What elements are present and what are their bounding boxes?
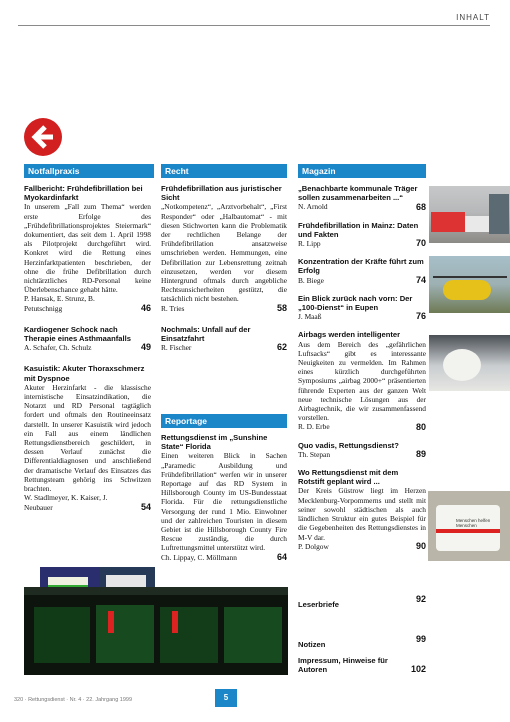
photo-airbag bbox=[429, 335, 510, 391]
back-arrow-icon[interactable] bbox=[24, 118, 62, 156]
column-reportage bbox=[161, 433, 287, 562]
article-body: Der Kreis Güstrow liegt im Herzen Mecklenburg-Vorpommerns und stellt mit seiner sowohl städtischen als auch ländlichen Struktur ein gutes Beispiel für die Gegebenheiten des Rettungsdienstes in M-V dar. bbox=[298, 486, 426, 542]
article-authors: A. Schafer, Ch. Schulz bbox=[24, 343, 92, 353]
article-entry[interactable] bbox=[298, 468, 426, 551]
article-entry[interactable] bbox=[24, 325, 151, 353]
page-number: 92 bbox=[415, 594, 426, 604]
article-entry[interactable] bbox=[298, 184, 426, 212]
column-recht bbox=[161, 184, 287, 352]
article-authors: Th. Stepan bbox=[298, 449, 331, 459]
section-reportage: Reportage bbox=[161, 414, 287, 428]
article-authors: B. Biege bbox=[298, 275, 324, 285]
page-number: 89 bbox=[415, 449, 426, 460]
article-title: Wo Rettungsdienst mit dem Rotstift geplant wird ... bbox=[298, 468, 399, 487]
page-number: 68 bbox=[415, 201, 426, 212]
page-number: 64 bbox=[276, 551, 287, 562]
article-authors: P. Hansak, E. Strunz, B. Petutschnigg bbox=[24, 294, 95, 313]
article-body: „Notkompetenz“, „Arztvorbehalt“, „First Responder“ oder „Halbautomat“ - mit diesen Stichworten kann die Problematik der rechtlichen Belange der Frühdefibrillation ansatzweise umschrieben werden. Hemmungen, eine Defibrillation zur Lebensrettung zeitnah einzusetzen, werden vor diesem Hintergrund oftmals durch angebliche Rechtsunsicherheiten gestützt, die tatsächlich nicht bestehen. bbox=[161, 202, 287, 304]
page-number: 99 bbox=[415, 634, 426, 644]
article-body: Akuter Herzinfarkt - die klassische internistische Einsatzindikation, die Notarzt und RD Personal tagtäglich fordert und oftmals den Routineeinsatz darstellt. In unserer Kasuistik wird jedoch ein Fall aus einem ländlichen Rettungsdienstbereich geschildert, in dessen Verlauf zunächst die Differentialdiagnosen und anschließend der dramatische Verlauf des Einsatzes das Rettungsteam gehörig ins Schwitzen brachten. bbox=[24, 382, 151, 494]
article-authors: N. Arnold bbox=[298, 202, 328, 212]
photo-helicopter bbox=[429, 256, 510, 313]
article-authors: R. Fischer bbox=[161, 343, 192, 353]
article-entry[interactable] bbox=[161, 184, 287, 313]
footer-text: 320 · Rettungsdienst · Nr. 4 · 22. Jahrgang 1999 bbox=[14, 697, 133, 703]
article-authors: W. Stadlmeyer, K. Kaiser, J. Neubauer bbox=[24, 493, 108, 512]
column-magazin bbox=[298, 184, 426, 551]
page-number-box: 5 bbox=[215, 689, 237, 707]
page-number: 70 bbox=[415, 238, 426, 249]
photo-vehicles bbox=[429, 186, 510, 243]
article-title: Konzentration der Kräfte führt zum Erfolg bbox=[298, 257, 424, 276]
article-entry[interactable] bbox=[298, 594, 426, 609]
page-title: INHALT bbox=[456, 13, 490, 22]
page-number: 76 bbox=[415, 311, 426, 322]
header-rule bbox=[18, 25, 490, 26]
article-authors: R. Tries bbox=[161, 303, 185, 313]
article-title: „Benachbarte kommunale Träger sollen zusammenarbeiten ...“ bbox=[298, 184, 418, 203]
page-number: 49 bbox=[140, 342, 151, 353]
article-title: Rettungsdienst im „Sunshine State“ Florida bbox=[161, 433, 268, 452]
article-authors: Ch. Lippay, C. Möllmann bbox=[161, 552, 237, 562]
page-number: 62 bbox=[276, 342, 287, 353]
article-body: Aus dem Bereich des „gefährlichen Luftsacks“ gibt es interessante Neuigkeiten zu vermelden. Im Rahmen eines kürzlich durchgeführten Symposiums „airbag 2000+“ präsentierten führende Experten aus der ganzen Welt neue technische Lösungen aus der Airbagtechnik, die wir zusammenfassend vorstellen. bbox=[298, 339, 426, 423]
article-entry[interactable] bbox=[298, 634, 426, 649]
article-title: Fallbericht: Frühdefibrillation bei Myokardinfarkt bbox=[24, 184, 143, 203]
article-authors: R. D. Erbe bbox=[298, 422, 330, 432]
article-title: Impressum, Hinweise für Autoren bbox=[298, 656, 388, 675]
column-notfallpraxis bbox=[24, 184, 151, 512]
article-title: Leserbriefe bbox=[298, 600, 339, 609]
article-title: Kardiogener Schock nach Therapie eines Asthmaanfalls bbox=[24, 324, 131, 344]
article-body: In unserem „Fall zum Thema“ werden erste Erfolge des „Frühdefibrillationsprojektes Steiermark“ dokumentiert, das seit dem 1. April 1998 als Pilotprojekt durchgeführt wird. Konkret wird die Rettung eines Herzinfarktpatienten beschrieben, der ohne die frühe Defibrillation durch nichtärztliches RD-Personal keine Überlebenschance gehabt hätte. bbox=[24, 202, 151, 295]
page-number: 102 bbox=[410, 664, 426, 675]
page-number: 80 bbox=[415, 421, 426, 432]
article-entry[interactable] bbox=[298, 257, 426, 285]
article-title: Frühdefibrillation aus juristischer Sicht bbox=[161, 184, 282, 203]
article-authors: P. Dolgow bbox=[298, 541, 329, 551]
article-entry[interactable] bbox=[161, 433, 287, 562]
article-title: Notizen bbox=[298, 640, 326, 649]
article-entry[interactable] bbox=[298, 656, 426, 674]
section-notfallpraxis: Notfallpraxis bbox=[24, 164, 154, 178]
article-entry[interactable] bbox=[161, 325, 287, 353]
article-entry[interactable] bbox=[24, 364, 151, 511]
article-title: Airbags werden intelligenter bbox=[298, 330, 401, 340]
article-title: Frühdefibrillation in Mainz: Daten und Fakten bbox=[298, 220, 419, 239]
page-number: 54 bbox=[140, 501, 151, 512]
article-entry[interactable] bbox=[298, 221, 426, 249]
photo-ambulance bbox=[428, 491, 510, 561]
page-number: 58 bbox=[276, 302, 287, 313]
article-authors: J. Maaß bbox=[298, 312, 322, 322]
page-number: 90 bbox=[415, 540, 426, 551]
section-recht: Recht bbox=[161, 164, 287, 178]
photo-fire-station bbox=[24, 587, 288, 675]
article-authors: R. Lipp bbox=[298, 239, 321, 249]
section-magazin: Magazin bbox=[298, 164, 426, 178]
article-title: Quo vadis, Rettungsdienst? bbox=[298, 440, 399, 450]
page-number: 74 bbox=[415, 274, 426, 285]
article-title: Ein Blick zurück nach vorn: Der „100-Dienst“ in Eupen bbox=[298, 293, 413, 313]
article-title: Nochmals: Unfall auf der Einsatzfahrt bbox=[161, 324, 251, 344]
article-body: Einen weiteren Blick in Sachen „Paramedic Ausbildung und Frühdefibrillation“ werfen wir in unserer Reportage auf das RD System in Hillsborough County im US-Bundesstaat Florida. Für die rettungsdienstliche Versorgung der rund 1 Mio. Einwohner und der zahlreichen Touristen in diesem Gebiet ist die Hillsborough County Fire Rescue zuständig, die durch Luftrettungsmittel unterstützt wird. bbox=[161, 451, 287, 553]
page-number: 46 bbox=[140, 302, 151, 313]
article-entry[interactable] bbox=[298, 294, 426, 322]
article-entry[interactable] bbox=[298, 330, 426, 431]
ambulance-lettering: Menschen helfen Menschen bbox=[456, 518, 491, 528]
article-entry[interactable] bbox=[24, 184, 151, 313]
article-entry[interactable] bbox=[298, 441, 426, 459]
article-title: Kasuistik: Akuter Thoraxschmerz mit Dyspnoe bbox=[24, 364, 145, 383]
